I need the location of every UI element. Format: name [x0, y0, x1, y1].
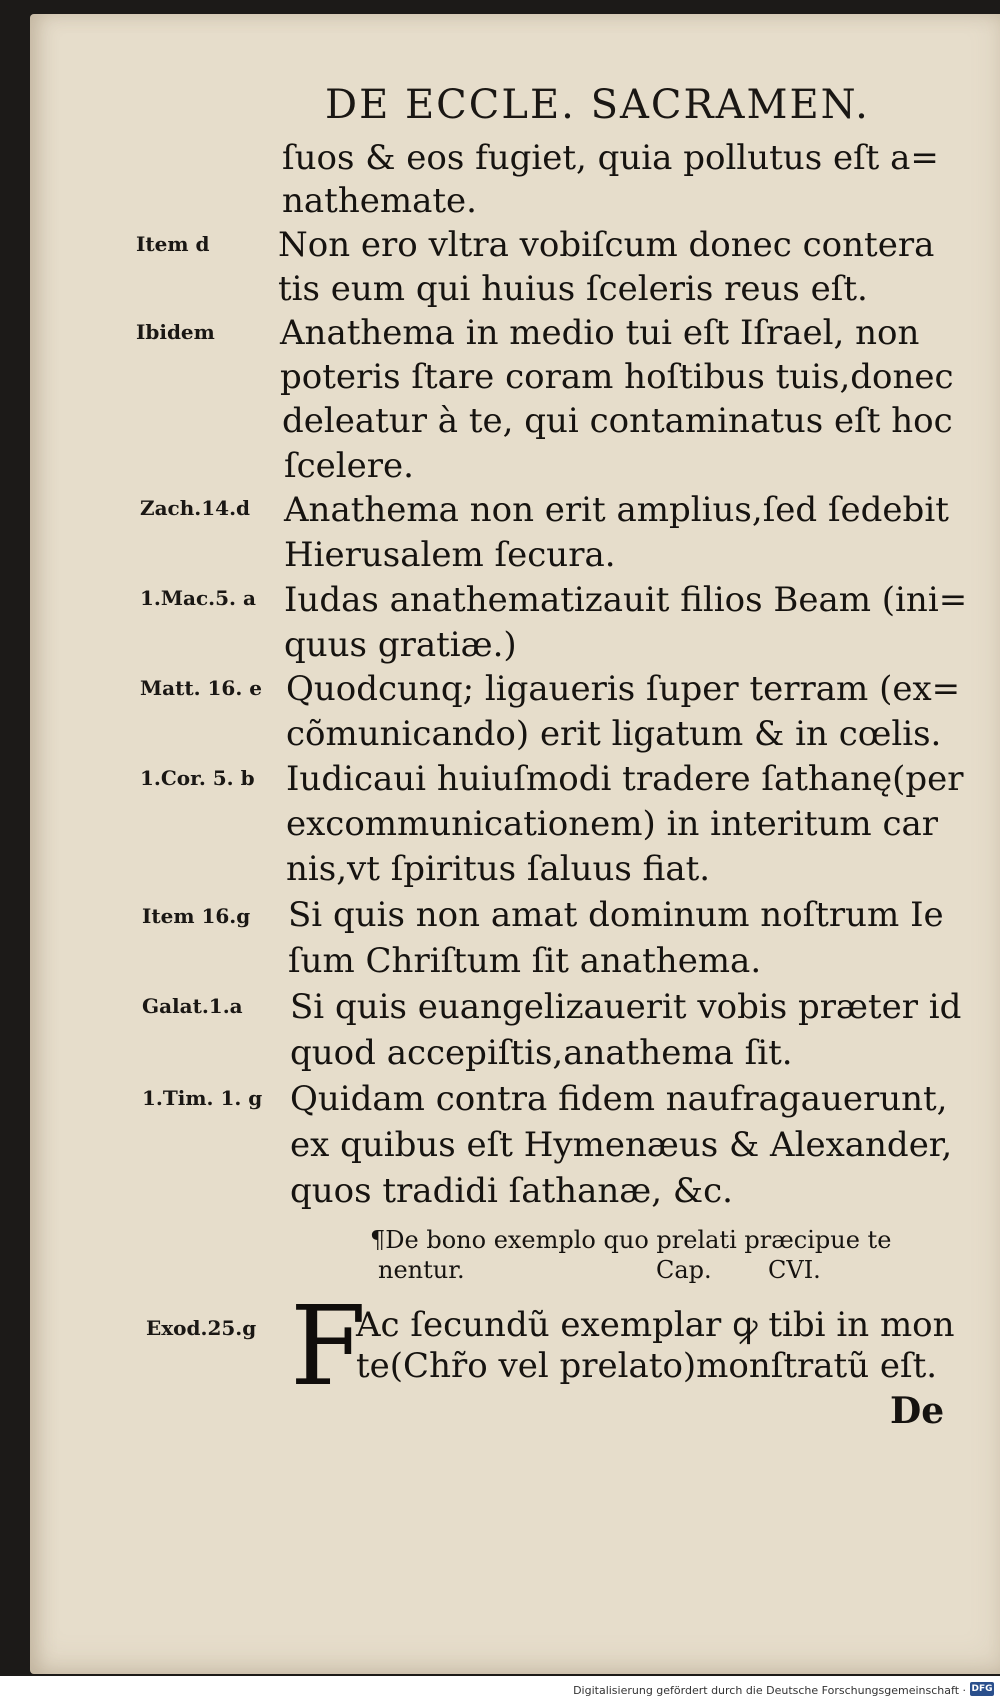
text-line: quos tradidi ſathanæ, &c. — [290, 1171, 733, 1211]
text-line: tis eum qui huius ſceleris reus eſt. — [278, 269, 868, 309]
margin-reference: Matt. 16. e — [140, 676, 262, 700]
text-line: te(Chr̃o vel prelato)monſtratũ eſt. — [356, 1346, 938, 1386]
margin-reference: Item d — [136, 232, 210, 256]
margin-reference: 1.Mac.5. a — [140, 586, 256, 610]
catchword: De — [890, 1390, 945, 1432]
text-line: Anathema in medio tui eſt Iſrael, non — [280, 313, 920, 353]
margin-reference: 1.Cor. 5. b — [140, 766, 255, 790]
text-line: Anathema non erit amplius,ſed ſedebit — [284, 490, 949, 530]
margin-reference: Ibidem — [136, 320, 215, 344]
text-line: Quodcunq; ligaueris ſuper terram (ex= — [286, 669, 961, 709]
running-head: DE ECCLE. SACRAMEN. — [325, 82, 870, 128]
text-line: Si quis non amat dominum noſtrum Ie — [288, 895, 944, 935]
footer-credit: Digitalisierung gefördert durch die Deutsche Forschungsgemeinschaft · — [573, 1684, 966, 1697]
chapter-number: CVI. — [768, 1256, 821, 1284]
text-line: Iudas anathematizauit filios Beam (ini= — [284, 580, 968, 620]
chapter-heading: ¶De bono exemplo quo prelati præcipue te — [370, 1226, 892, 1254]
dfg-logo: DFG — [971, 1684, 993, 1694]
text-line: Ac ſecundũ exemplar ꝙ tibi in mon — [356, 1305, 955, 1345]
chapter-heading-continuation: nentur. — [378, 1256, 465, 1284]
text-line: quus gratiæ.) — [284, 625, 517, 665]
text-line: Quidam contra fidem naufragauerunt, — [290, 1079, 948, 1119]
text-line: nis,vt ſpiritus ſaluus fiat. — [286, 849, 711, 889]
margin-reference: Item 16.g — [142, 904, 251, 928]
text-line: nathemate. — [282, 181, 477, 221]
margin-reference: 1.Tim. 1. g — [142, 1086, 263, 1110]
text-line: cõmunicando) erit ligatum & in cœlis. — [286, 714, 942, 754]
text-line: ſcelere. — [284, 446, 414, 486]
margin-reference: Zach.14.d — [140, 496, 251, 520]
text-line: ſum Chriſtum ſit anathema. — [288, 941, 762, 981]
margin-reference: Exod.25.g — [146, 1316, 257, 1340]
text-line: poteris ſtare coram hoſtibus tuis,donec — [280, 357, 954, 397]
text-line: Non ero vltra vobiſcum donec contera — [278, 225, 935, 265]
text-line: deleatur à te, qui contaminatus eſt hoc — [282, 401, 953, 441]
text-line: quod accepiſtis,anathema ſit. — [290, 1033, 793, 1073]
decorated-initial: F — [290, 1282, 367, 1410]
text-line: ex quibus eſt Hymenæus & Alexander, — [290, 1125, 953, 1165]
text-line: Iudicaui huiuſmodi tradere ſathanę(per — [286, 759, 964, 799]
margin-reference: Galat.1.a — [142, 994, 243, 1018]
text-line: Si quis euangelizauerit vobis præter id — [290, 987, 962, 1027]
chapter-label: Cap. — [656, 1256, 712, 1284]
text-line: Hierusalem ſecura. — [284, 535, 616, 575]
text-line: excommunicationem) in interitum car — [286, 804, 939, 844]
text-line: ſuos & eos fugiet, quia pollutus eſt a= — [282, 138, 939, 178]
